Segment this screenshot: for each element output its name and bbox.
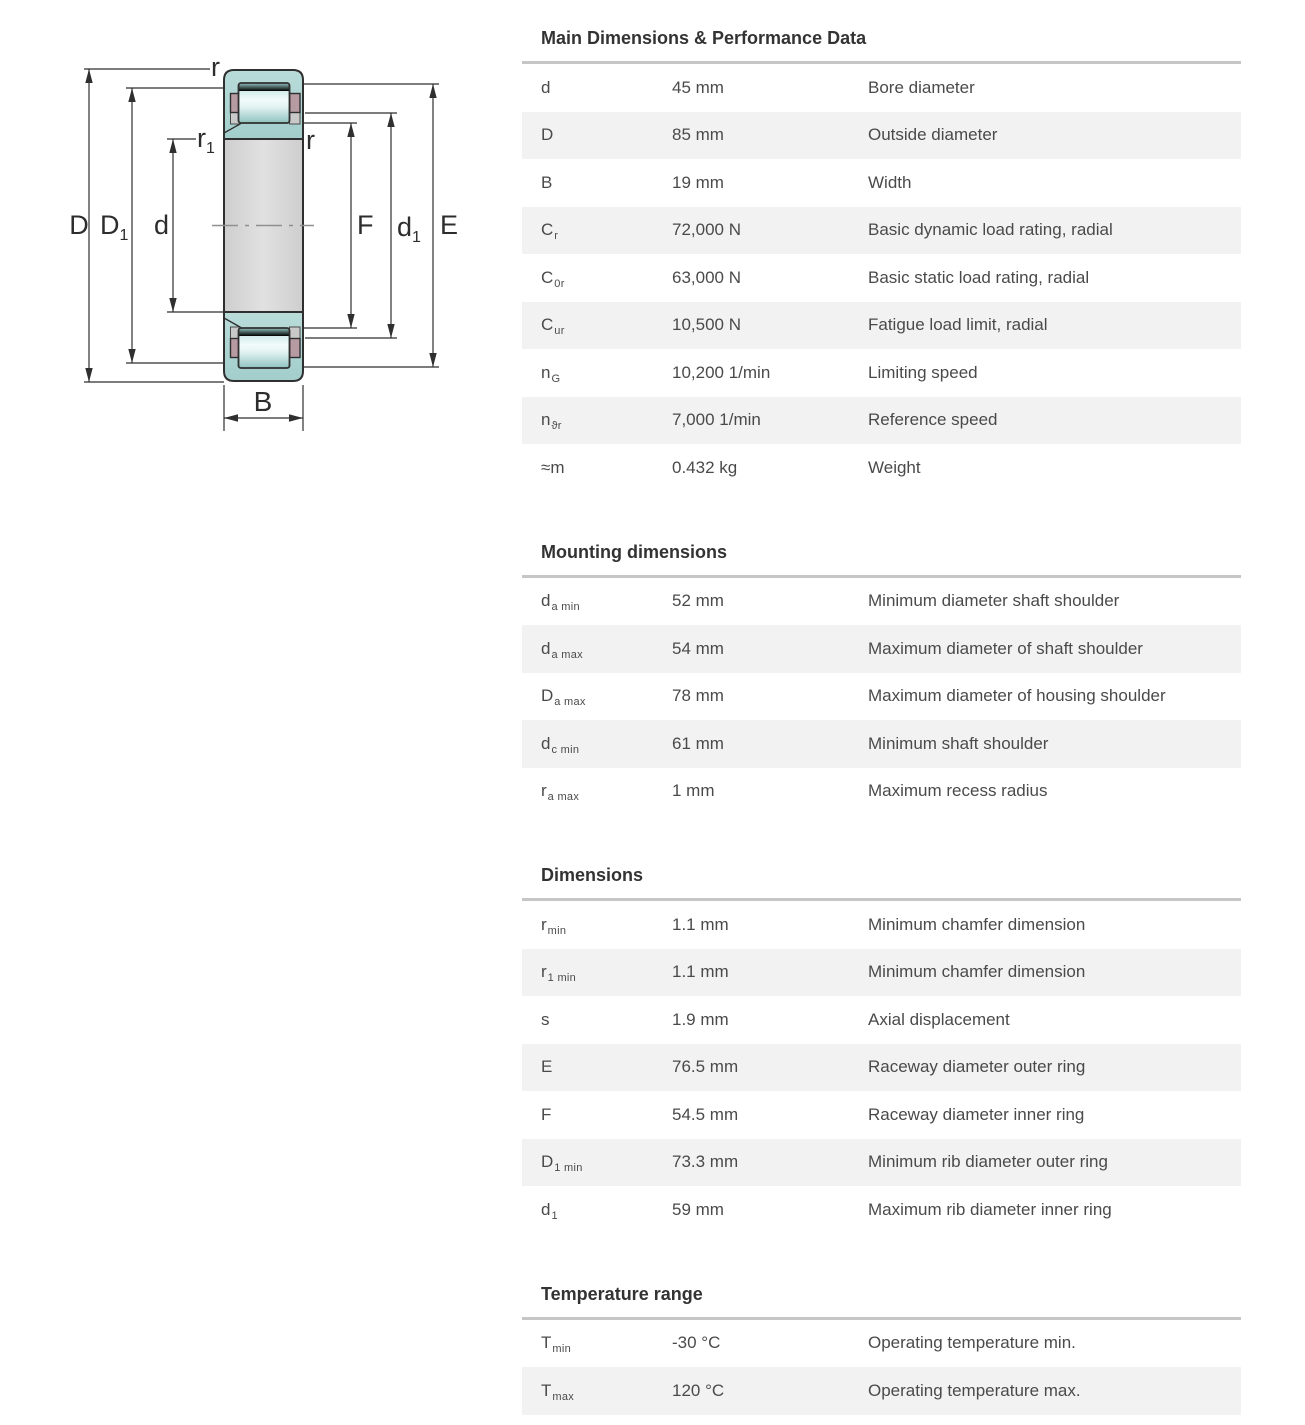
spec-description: Outside diameter bbox=[868, 125, 998, 145]
spec-value: 76.5 mm bbox=[672, 1057, 739, 1077]
bottom-ring-assembly bbox=[224, 312, 303, 381]
spec-value: 10,200 1/min bbox=[672, 362, 771, 382]
spec-symbol bbox=[522, 78, 672, 98]
spec-symbol bbox=[522, 458, 672, 478]
spec-row bbox=[522, 1320, 1241, 1368]
spec-symbol bbox=[522, 591, 672, 614]
spec-row bbox=[522, 349, 1241, 397]
spec-row bbox=[522, 207, 1241, 255]
cage-pocket-right bbox=[290, 112, 301, 124]
cage-right bbox=[290, 94, 301, 113]
spec-section bbox=[522, 28, 1241, 492]
dim-label-r1: $r_1$ bbox=[197, 123, 215, 157]
spec-row bbox=[522, 444, 1241, 492]
spec-symbol-base: D bbox=[541, 125, 554, 145]
spec-symbol bbox=[522, 639, 672, 659]
spec-symbol bbox=[522, 734, 672, 754]
spec-symbol-subscript: a max bbox=[554, 696, 586, 709]
dim-label-d1: $d_1$ bbox=[397, 212, 421, 246]
section-title: Dimensions bbox=[541, 865, 644, 885]
spec-description: Raceway diameter outer ring bbox=[868, 1057, 1086, 1077]
dim-label-d: d bbox=[154, 210, 170, 240]
bearing-drawing-svg bbox=[0, 0, 520, 460]
dim-label-r-right: r bbox=[306, 125, 315, 155]
spec-symbol-base: E bbox=[541, 1057, 553, 1077]
spec-symbol-subscript: r bbox=[554, 230, 559, 243]
spec-symbol-subscript: a max bbox=[547, 791, 580, 804]
spec-row bbox=[522, 1091, 1241, 1139]
spec-row bbox=[522, 254, 1241, 302]
spec-row bbox=[522, 1186, 1241, 1234]
cage-right-bottom bbox=[290, 339, 301, 358]
spec-symbol-base: D bbox=[541, 1152, 554, 1172]
spec-value: 7,000 1/min bbox=[672, 410, 761, 430]
spec-symbol bbox=[522, 315, 672, 338]
dim-label-D1: $D_1$ bbox=[100, 210, 129, 244]
spec-row bbox=[522, 302, 1241, 350]
spec-description: Maximum diameter of shaft shoulder bbox=[868, 638, 1143, 658]
spec-description: Maximum recess radius bbox=[868, 781, 1048, 801]
spec-description: Minimum rib diameter outer ring bbox=[868, 1152, 1108, 1172]
spec-value: 1.9 mm bbox=[672, 1009, 729, 1029]
spec-value: 73.3 mm bbox=[672, 1152, 739, 1172]
spec-symbol bbox=[522, 962, 672, 985]
spec-symbol-base: F bbox=[541, 1104, 552, 1124]
bearing-cross-section-drawing bbox=[0, 0, 520, 460]
spec-symbol-base: d bbox=[541, 638, 551, 658]
section-title: Mounting dimensions bbox=[541, 541, 727, 562]
spec-description: Limiting speed bbox=[868, 362, 978, 382]
spec-symbol bbox=[522, 268, 672, 288]
spec-symbol bbox=[522, 1010, 672, 1030]
spec-description: Minimum chamfer dimension bbox=[868, 962, 1086, 982]
spec-symbol-base: d bbox=[541, 591, 551, 611]
cage-pocket-right-bottom bbox=[290, 327, 301, 339]
spec-symbol bbox=[522, 1152, 672, 1175]
spec-symbol bbox=[522, 781, 672, 804]
spec-description: Reference speed bbox=[868, 410, 998, 430]
spec-value: 59 mm bbox=[672, 1199, 724, 1219]
spec-value: 1.1 mm bbox=[672, 914, 729, 934]
spec-symbol-base: C bbox=[541, 315, 554, 335]
spec-symbol bbox=[522, 363, 672, 383]
spec-symbol-base: s bbox=[541, 1009, 550, 1029]
spec-symbol bbox=[522, 1105, 672, 1125]
spec-symbol-base: C bbox=[541, 267, 554, 287]
spec-value: 78 mm bbox=[672, 686, 724, 706]
section-title: Temperature range bbox=[541, 1283, 703, 1304]
spec-symbol-base: r bbox=[541, 962, 547, 982]
dim-label-E: E bbox=[440, 210, 459, 240]
spec-symbol-base: d bbox=[541, 1199, 551, 1219]
spec-symbol-subscript: min bbox=[547, 924, 567, 937]
dim-label-D: D bbox=[69, 210, 89, 240]
spec-symbol-subscript: max bbox=[552, 1390, 575, 1403]
spec-description: Operating temperature min. bbox=[868, 1333, 1076, 1353]
spec-symbol-subscript: ϑr bbox=[551, 420, 562, 433]
spec-section bbox=[522, 865, 1241, 1234]
spec-row bbox=[522, 397, 1241, 445]
spec-symbol bbox=[522, 220, 672, 243]
spec-row bbox=[522, 159, 1241, 207]
top-ring-assembly bbox=[224, 70, 303, 139]
spec-symbol bbox=[522, 915, 672, 935]
spec-row bbox=[522, 112, 1241, 160]
spec-description: Minimum diameter shaft shoulder bbox=[868, 591, 1120, 611]
spec-description: Minimum shaft shoulder bbox=[868, 733, 1049, 753]
spec-symbol-subscript: min bbox=[552, 1343, 572, 1356]
spec-symbol-subscript: a min bbox=[551, 601, 580, 614]
spec-value: 45 mm bbox=[672, 77, 724, 97]
dim-label-r-top: r bbox=[211, 52, 220, 82]
spec-value: 19 mm bbox=[672, 172, 724, 192]
spec-value: 61 mm bbox=[672, 733, 724, 753]
spec-symbol-base: d bbox=[541, 77, 551, 97]
spec-description: Basic static load rating, radial bbox=[868, 267, 1090, 287]
spec-value: 52 mm bbox=[672, 591, 724, 611]
spec-symbol bbox=[522, 125, 672, 145]
spec-description: Weight bbox=[868, 457, 921, 477]
spec-value: 63,000 N bbox=[672, 267, 741, 287]
spec-value: 0.432 kg bbox=[672, 457, 738, 477]
spec-symbol bbox=[522, 173, 672, 193]
spec-symbol-base: n bbox=[541, 410, 551, 430]
spec-symbol-base: C bbox=[541, 220, 554, 240]
spec-value: 120 °C bbox=[672, 1380, 725, 1400]
spec-description: Bore diameter bbox=[868, 77, 975, 97]
spec-symbol-subscript: a max bbox=[551, 648, 583, 661]
spec-value: 1 mm bbox=[672, 781, 715, 801]
spec-symbol-base: r bbox=[541, 781, 547, 801]
spec-value: 10,500 N bbox=[672, 315, 741, 335]
spec-symbol bbox=[522, 1333, 672, 1356]
spec-row bbox=[522, 901, 1241, 949]
spec-symbol-subscript: 1 bbox=[551, 1209, 558, 1222]
spec-description: Maximum rib diameter inner ring bbox=[868, 1199, 1112, 1219]
roller-top bbox=[239, 83, 290, 123]
spec-description: Minimum chamfer dimension bbox=[868, 914, 1086, 934]
spec-symbol bbox=[522, 1200, 672, 1220]
spec-value: 85 mm bbox=[672, 125, 724, 145]
spec-section bbox=[522, 1284, 1241, 1415]
spec-value: 54 mm bbox=[672, 638, 724, 658]
spec-row bbox=[522, 625, 1241, 673]
section-title: Main Dimensions & Performance Data bbox=[541, 28, 867, 48]
spec-panel bbox=[522, 0, 1241, 1415]
dim-label-B: B bbox=[253, 386, 273, 417]
spec-symbol-base: r bbox=[541, 914, 547, 934]
spec-symbol-base: D bbox=[541, 686, 554, 706]
spec-description: Fatigue load limit, radial bbox=[868, 315, 1048, 335]
roller-bottom bbox=[239, 328, 290, 368]
spec-description: Maximum diameter of housing shoulder bbox=[868, 686, 1166, 706]
spec-symbol bbox=[522, 1381, 672, 1401]
spec-symbol-subscript: G bbox=[551, 372, 561, 385]
spec-symbol-subscript: 1 min bbox=[547, 972, 577, 985]
spec-row bbox=[522, 578, 1241, 626]
spec-description: Axial displacement bbox=[868, 1009, 1010, 1029]
spec-row bbox=[522, 1044, 1241, 1092]
spec-value: 54.5 mm bbox=[672, 1104, 739, 1124]
spec-symbol bbox=[522, 686, 672, 709]
spec-symbol-base: d bbox=[541, 733, 551, 753]
spec-row bbox=[522, 949, 1241, 997]
spec-value: 72,000 N bbox=[672, 220, 741, 240]
spec-row bbox=[522, 1367, 1241, 1415]
spec-row bbox=[522, 673, 1241, 721]
spec-row bbox=[522, 64, 1241, 112]
spec-row bbox=[522, 1139, 1241, 1187]
spec-value: 1.1 mm bbox=[672, 962, 729, 982]
spec-description: Operating temperature max. bbox=[868, 1380, 1081, 1400]
spec-symbol-base: n bbox=[541, 362, 551, 382]
spec-symbol-subscript: c min bbox=[551, 743, 580, 756]
spec-symbol-base: ≈m bbox=[541, 457, 565, 477]
dim-label-F: F bbox=[357, 210, 374, 240]
spec-value: -30 °C bbox=[672, 1333, 721, 1353]
spec-symbol-subscript: 0r bbox=[554, 277, 565, 290]
spec-row bbox=[522, 720, 1241, 768]
spec-symbol bbox=[522, 410, 672, 433]
spec-section bbox=[522, 542, 1241, 816]
spec-description: Raceway diameter inner ring bbox=[868, 1104, 1085, 1124]
spec-symbol-subscript: 1 min bbox=[554, 1162, 583, 1175]
spec-symbol-base: T bbox=[541, 1333, 552, 1353]
spec-symbol-subscript: ur bbox=[554, 325, 565, 338]
spec-symbol-base: T bbox=[541, 1380, 552, 1400]
spec-row bbox=[522, 768, 1241, 816]
spec-description: Width bbox=[868, 172, 912, 192]
spec-row bbox=[522, 996, 1241, 1044]
spec-description: Basic dynamic load rating, radial bbox=[868, 220, 1113, 240]
spec-symbol-base: B bbox=[541, 172, 553, 192]
spec-symbol bbox=[522, 1057, 672, 1077]
